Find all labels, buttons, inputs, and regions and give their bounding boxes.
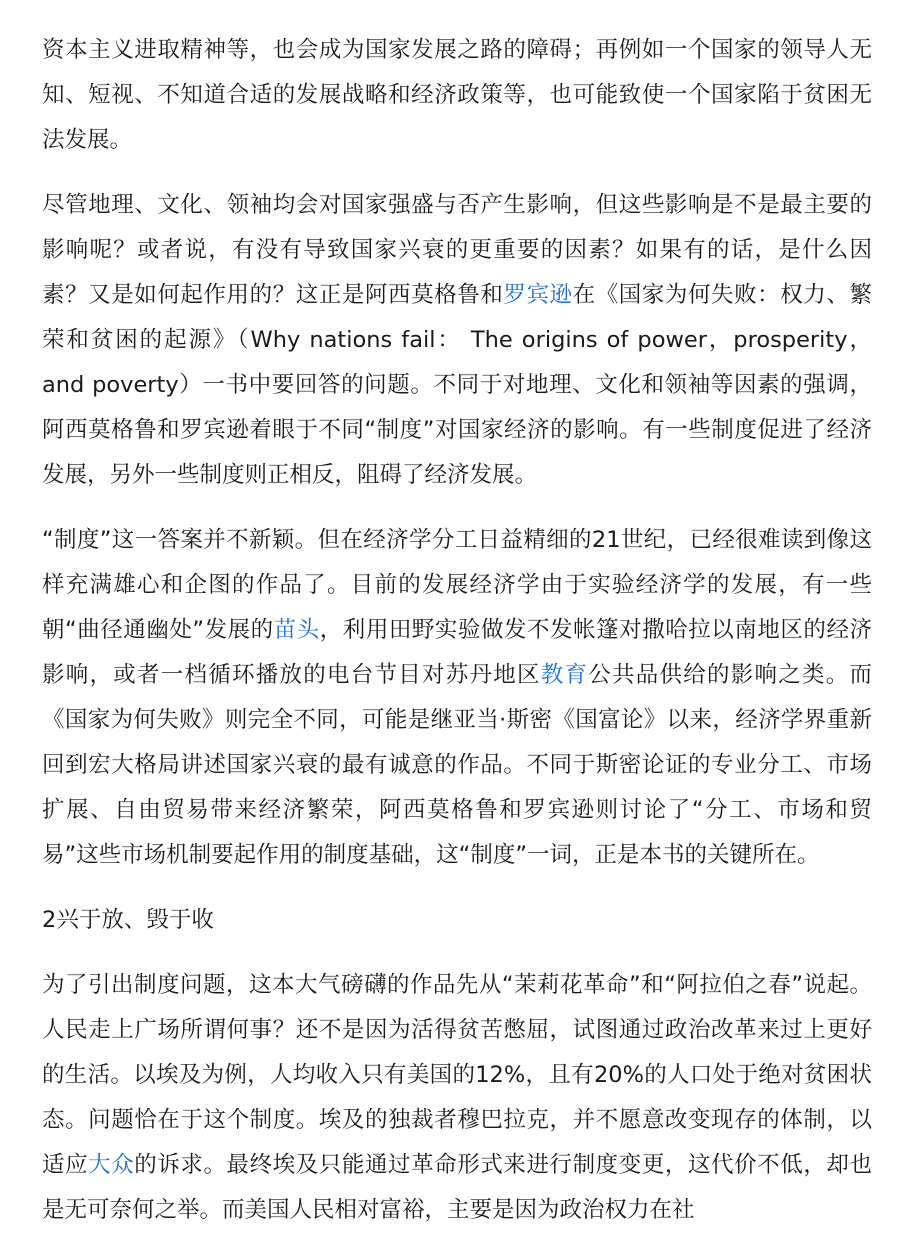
paragraph-1 [42, 28, 872, 163]
paragraph-3-text-c: 公共品供给的影响之类。而《国家为何失败》则完全不同，可能是继亚当·斯密《国富论》以来，经济学界重新回到宏大格局讲述国家兴衰的最有诚意的作品。不同于斯密论证的专业分工、市场扩展、自由贸易带来经济繁荣，阿西莫格鲁和罗宾逊则讨论了“分工、市场和贸易”这些市场机制要起作用的制度基础，这“制度”一词，正是本书的关键所在。 [42, 662, 872, 868]
paragraph-3-text-b: ，利用田野实验做发不发帐篷对撒哈拉以南地区的经济影响，或者一档循环播放的电台节目对苏丹地区 [42, 617, 872, 688]
paragraph-4-text-b: 的诉求。最终埃及只能通过革命形式来进行制度变更，这代价不低，却也是无可奈何之举。而美国人民相对富裕，主要是因为政治权力在社 [42, 1152, 872, 1223]
paragraph-1-text: 资本主义进取精神等，也会成为国家发展之路的障碍；再例如一个国家的领导人无知、短视、不知道合适的发展战略和经济政策等，也可能致使一个国家陷于贫困无法发展。 [42, 37, 872, 153]
paragraph-2 [42, 183, 872, 498]
section-heading: 2兴于放、毁于收 [42, 907, 214, 933]
link-dazhong[interactable]: 大众 [88, 1152, 135, 1178]
paragraph-3 [42, 518, 872, 878]
paragraph-4 [42, 963, 872, 1233]
paragraph-2-text-b: 在《国家为何失败：权力、繁荣和贫困的起源》（Why nations fail： The origins of power，prosperity， and poverty）一书中要回答的问题。不同于对地理、文化和领袖等因素的强调，阿西莫格鲁和罗宾逊着眼于不同“制度”对国家经济的影响。有一些制度促进了经济发展，另外一些制度则正相反，阻碍了经济发展。 [42, 282, 872, 488]
link-education[interactable]: 教育 [540, 662, 589, 688]
article-body [42, 28, 872, 1253]
link-miaotou[interactable]: 苗头 [273, 617, 320, 643]
link-robinson[interactable]: 罗宾逊 [503, 282, 573, 308]
paragraph-4-text-a: 为了引出制度问题，这本大气磅礴的作品先从“茉莉花革命”和“阿拉伯之春”说起。人民走上广场所谓何事？还不是因为活得贫苦憋屈，试图通过政治改革来过上更好的生活。以埃及为例，人均收入只有美国的12%，且有20%的人口处于绝对贫困状态。问题恰在于这个制度。埃及的独裁者穆巴拉克，并不愿意改变现存的体制，以适应 [42, 972, 872, 1178]
paragraph-3-text-a: “制度”这一答案并不新颖。但在经济学分工日益精细的21世纪，已经很难读到像这样充满雄心和企图的作品了。目前的发展经济学由于实验经济学的发展，有一些朝“曲径通幽处”发展的 [42, 527, 872, 643]
paragraph-2-text-a: 尽管地理、文化、领袖均会对国家强盛与否产生影响，但这些影响是不是最主要的影响呢？或者说，有没有导致国家兴衰的更重要的因素？如果有的话，是什么因素？又是如何起作用的？这正是阿西莫格鲁和 [42, 192, 872, 308]
